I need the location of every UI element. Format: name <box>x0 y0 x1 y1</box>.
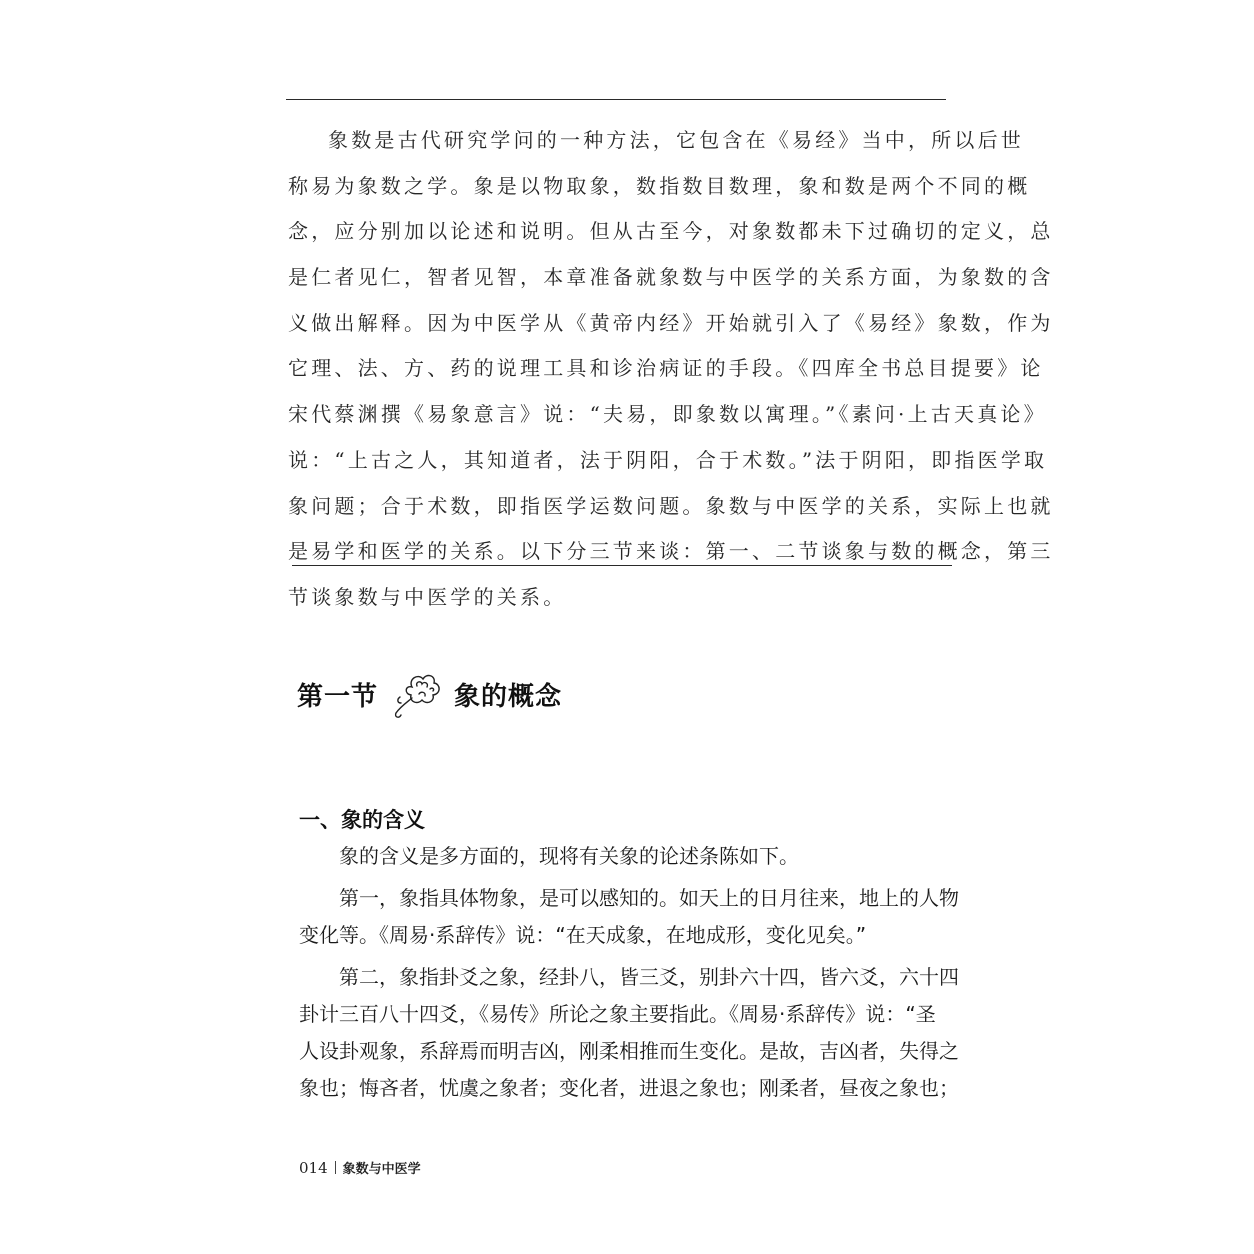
intro-line: 它理、法、方、药的说理工具和诊治病证的手段。《四库全书总目提要》论 <box>288 356 1044 381</box>
body-text <box>299 838 963 1107</box>
footer-divider <box>335 1161 336 1174</box>
page-footer <box>299 1158 421 1177</box>
intro-line: 念，应分别加以论述和说明。但从古至今，对象数都未下过确切的定义，总 <box>288 219 1054 244</box>
body-line: 人设卦观象，系辞焉而明吉凶，刚柔相推而生变化。是故，吉凶者，失得之 <box>299 1039 959 1063</box>
intro-line: 是仁者见仁，智者见智，本章准备就象数与中医学的关系方面，为象数的含 <box>288 265 1054 290</box>
page-number: 014 <box>299 1159 328 1177</box>
section-title: 象的概念 <box>454 681 563 712</box>
body-line: 变化等。《周易·系辞传》说：“在天成象，在地成形，变化见矣。” <box>299 923 867 947</box>
section-heading <box>297 664 562 724</box>
intro-line: 是易学和医学的关系。以下分三节来谈：第一、二节谈象与数的概念，第三 <box>288 539 1054 564</box>
auspicious-cloud-icon <box>388 667 448 721</box>
top-rule <box>286 99 946 100</box>
intro-line: 象数是古代研究学问的一种方法，它包含在《易经》当中，所以后世 <box>328 128 1024 152</box>
intro-line: 义做出解释。因为中医学从《黄帝内经》开始就引入了《易经》象数，作为 <box>288 310 1054 335</box>
body-line: 卦计三百八十四爻，《易传》所论之象主要指此。《周易·系辞传》说：“圣 <box>299 1002 936 1026</box>
body-line: 象的含义是多方面的，现将有关象的论述条陈如下。 <box>339 844 799 868</box>
body-line: 象也；悔吝者，忧虞之象者；变化者，进退之象也；刚柔者，昼夜之象也； <box>299 1076 959 1100</box>
intro-line: 节谈象数与中医学的关系。 <box>288 584 567 609</box>
bottom-rule <box>292 565 952 566</box>
subsection-heading: 一、象的含义 <box>299 808 425 832</box>
intro-line: 宋代蔡渊撰《易象意言》说：“夫易，即象数以寓理。”《素问·上古天真论》 <box>288 402 1047 427</box>
intro-line: 象问题；合于术数，即指医学运数问题。象数与中医学的关系，实际上也就 <box>288 493 1054 518</box>
body-line: 第一，象指具体物象，是可以感知的。如天上的日月往来，地上的人物 <box>339 886 959 910</box>
section-number: 第一节 <box>297 681 379 712</box>
intro-line: 称易为象数之学。象是以物取象，数指数目数理，象和数是两个不同的概 <box>288 173 1031 198</box>
book-title: 象数与中医学 <box>342 1162 421 1177</box>
intro-line: 说：“上古之人，其知道者，法于阴阳，合于术数。”法于阴阳，即指医学取 <box>288 447 1048 472</box>
chapter-intro <box>288 118 1054 621</box>
body-line: 第二，象指卦爻之象，经卦八，皆三爻，别卦六十四，皆六爻，六十四 <box>339 965 959 989</box>
